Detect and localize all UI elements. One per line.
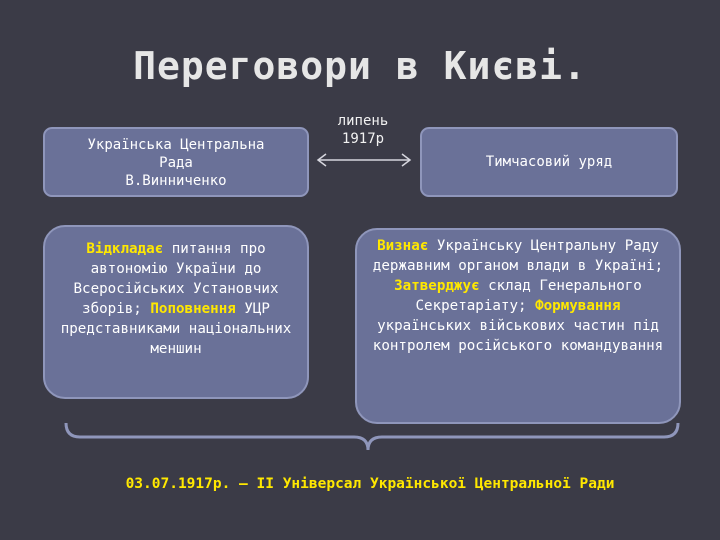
- replenishment-text: УЦР представниками національних меншин: [60, 301, 292, 357]
- keyword-postpones: Відкладає: [86, 241, 164, 257]
- approves-text: склад Генерального Секретаріату;: [415, 278, 642, 314]
- slide-title: Переговори в Києві.: [133, 44, 587, 88]
- curly-brace: [66, 423, 678, 450]
- keyword-replenishment: Поповнення: [150, 301, 236, 317]
- postpones-text: питання про автономію України до Всеросійських Установчих зборів;: [73, 241, 279, 317]
- provisional-government-box: [420, 127, 678, 197]
- keyword-approves: Затверджує: [394, 278, 480, 294]
- provisional-government-label: Тимчасовий уряд: [485, 154, 613, 170]
- keyword-recognizes: Визнає: [377, 238, 429, 254]
- date-month: липень: [337, 113, 389, 129]
- keyword-formation: Формування: [535, 298, 621, 314]
- formation-text: українських військових частин під контролем російського командування: [372, 318, 664, 354]
- government-decisions-box: [355, 228, 681, 424]
- central-rada-line1: Українська Центральна: [87, 137, 265, 153]
- recognizes-text: Українську Центральну Раду державним органом влади в Україні;: [372, 238, 664, 274]
- central-rada-line3: В.Винниченко: [125, 173, 227, 189]
- central-rada-box: [43, 127, 309, 197]
- universal-footer: 03.07.1917р. – ІІ Універсал Української Центральної Ради: [125, 476, 615, 492]
- double-arrow: [318, 154, 410, 166]
- date-year: 1917р: [341, 131, 385, 147]
- rada-decisions-box: [43, 225, 309, 399]
- central-rada-line2: Рада: [159, 155, 193, 171]
